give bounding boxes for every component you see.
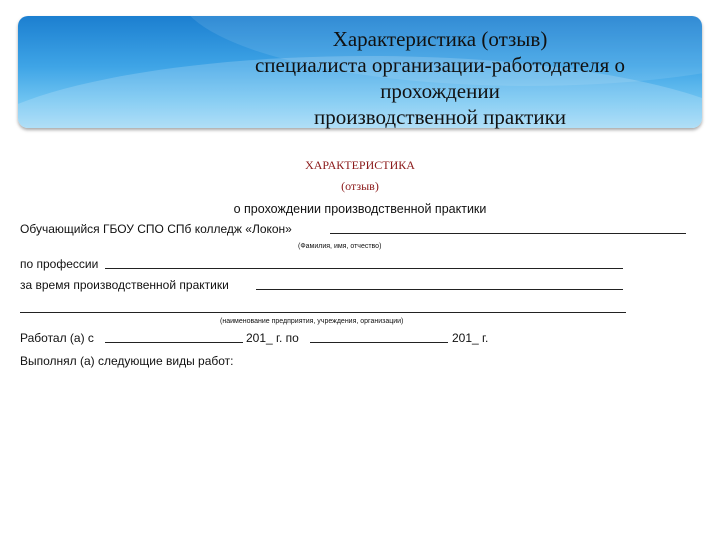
profession-label: по профессии: [20, 257, 99, 271]
end-date-line[interactable]: [310, 342, 448, 343]
organization-hint: (наименование предприятия, учреждения, организации): [220, 318, 404, 325]
year-label-2: 201_ г.: [452, 331, 489, 345]
start-date-line[interactable]: [105, 342, 243, 343]
profession-line[interactable]: [105, 268, 623, 269]
form-subheading: (отзыв): [341, 179, 379, 193]
year-label-1: 201_ г. по: [246, 331, 299, 345]
form-about: о прохождении производственной практики: [233, 202, 487, 216]
title-line: Характеристика (отзыв): [332, 27, 548, 51]
tasks-label: Выполнял (а) следующие виды работ:: [20, 354, 234, 368]
student-name-line[interactable]: [330, 233, 686, 234]
student-label: Обучающийся ГБОУ СПО СПб колледж «Локон»: [20, 222, 292, 236]
title-line: специалиста организации-работодателя о: [254, 53, 625, 77]
worked-from-label: Работал (а) с: [20, 331, 94, 345]
slide-title: [190, 26, 690, 130]
organization-line[interactable]: [20, 312, 626, 313]
period-line[interactable]: [256, 289, 623, 290]
name-hint: (Фамилия, имя, отчество): [298, 243, 382, 250]
title-line: производственной практики: [313, 105, 567, 129]
form-heading: ХАРАКТЕРИСТИКА: [305, 158, 415, 172]
title-line: прохождении: [380, 79, 500, 103]
period-label: за время производственной практики: [20, 278, 229, 292]
